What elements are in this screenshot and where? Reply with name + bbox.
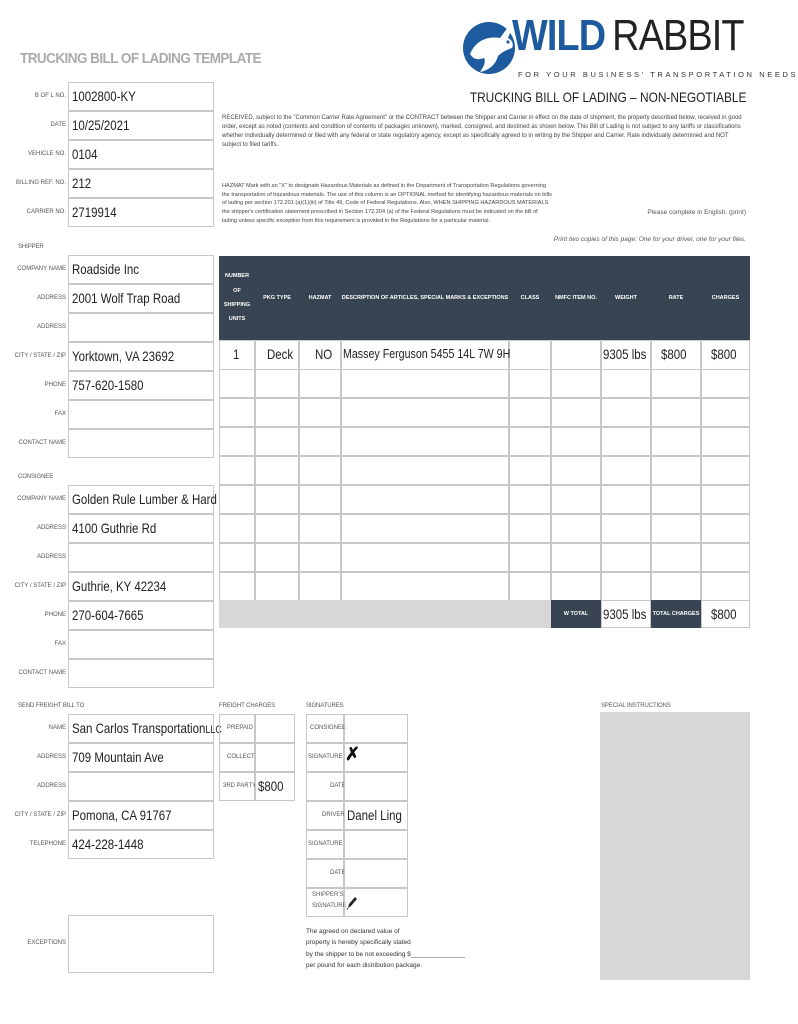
w-total-label: W TOTAL — [551, 600, 601, 628]
billto-phone-label: TELEPHONE — [29, 841, 66, 847]
row1-desc: Massey Ferguson 5455 14L 7W 9H — [343, 346, 511, 361]
table-cell-hazmat[interactable] — [299, 485, 341, 514]
table-cell-rate[interactable] — [651, 369, 701, 398]
consignee-phone-label: PHONE — [44, 612, 66, 618]
table-cell-class[interactable] — [509, 485, 551, 514]
sig-date2-label: DATE — [330, 870, 346, 876]
brand-name-light: RABBIT — [612, 11, 744, 60]
table-cell-class[interactable] — [509, 427, 551, 456]
table-cell-units[interactable] — [219, 485, 255, 514]
row1-hazmat: NO — [315, 346, 333, 362]
copies-note: Print two copies of this page: One for your driver, one for your files. — [553, 236, 746, 243]
billto-name-text: San Carlos Transportation — [72, 720, 206, 736]
table-cell-weight[interactable] — [601, 514, 651, 543]
header-weight-text: WEIGHT — [615, 294, 637, 301]
table-cell-charges[interactable] — [701, 543, 750, 572]
total-charges-label: TOTAL CHARGES — [651, 600, 701, 628]
table-cell-charges[interactable] — [701, 456, 750, 485]
table-cell-hazmat[interactable] — [299, 369, 341, 398]
header-units — [219, 256, 255, 340]
table-cell-pkg[interactable] — [255, 572, 299, 601]
billto-address-label: ADDRESS — [36, 754, 66, 760]
header-description-text: DESCRIPTION OF ARTICLES, SPECIAL MARKS & EXCEPTIONS — [341, 294, 509, 301]
billing-label: BILLING REF. NO. — [15, 180, 66, 186]
total-charges-value: $800 — [711, 606, 737, 622]
header-rate-text: RATE — [668, 294, 684, 301]
consignee-phone-value: 270-604-7665 — [72, 607, 144, 623]
table-cell-nmfc[interactable] — [551, 398, 601, 427]
header-hazmat — [299, 256, 341, 340]
table-cell-weight[interactable] — [601, 572, 651, 601]
table-cell-desc[interactable] — [341, 398, 509, 427]
table-cell-units[interactable] — [219, 543, 255, 572]
billto-address-value: 709 Mountain Ave — [72, 749, 164, 765]
table-cell-rate[interactable] — [651, 485, 701, 514]
billto-address2-label: ADDRESS — [36, 783, 66, 789]
table-cell-hazmat[interactable] — [299, 514, 341, 543]
brand-tagline: FOR YOUR BUSINESS' TRANSPORTATION NEEDS — [518, 70, 798, 79]
table-cell-weight[interactable] — [601, 543, 651, 572]
special-instructions-label: SPECIAL INSTRUCTIONS — [601, 703, 671, 709]
table-cell-desc[interactable] — [341, 456, 509, 485]
date-value: 10/25/2021 — [72, 117, 130, 133]
prepaid-field[interactable] — [255, 714, 295, 743]
header-charges-text: CHARGES — [711, 294, 740, 301]
header-pkg-type — [255, 256, 299, 340]
shipper-phone-label: PHONE — [44, 382, 66, 388]
shipper-contact-field[interactable] — [68, 429, 214, 458]
header-nmfc-text: NMFC ITEM NO. — [555, 294, 597, 301]
table-cell-units[interactable] — [219, 398, 255, 427]
table-cell-nmfc[interactable] — [551, 514, 601, 543]
shipper-address-label: ADDRESS — [36, 295, 66, 301]
consignee-address-value: 4100 Guthrie Rd — [72, 520, 157, 536]
shipper-company-label: COMPANY NAME — [17, 266, 66, 272]
table-cell-charges[interactable] — [701, 485, 750, 514]
bol-label: B OF L NO. — [34, 93, 66, 99]
table-cell-desc[interactable] — [341, 572, 509, 601]
signature-x-mark: ✗ — [345, 744, 361, 764]
declared-line-1: The agreed on declared value of — [306, 928, 400, 935]
table-cell-pkg[interactable] — [255, 369, 299, 398]
shipper-city-value: Yorktown, VA 23692 — [72, 348, 175, 364]
sig-driver-name: Danel Ling — [347, 807, 402, 823]
header-class — [509, 256, 551, 340]
billto-phone-value: 424-228-1448 — [72, 836, 144, 852]
sig-consignee-label: CONSIGNEE — [310, 725, 347, 731]
table-cell-class[interactable] — [509, 456, 551, 485]
brand-name — [512, 12, 744, 60]
table-cell-units[interactable] — [219, 456, 255, 485]
table-cell-desc[interactable] — [341, 514, 509, 543]
table-cell-class[interactable] — [509, 572, 551, 601]
consignee-address2-field[interactable] — [68, 543, 214, 572]
table-cell-nmfc[interactable] — [551, 427, 601, 456]
sig-date2-field[interactable] — [344, 859, 408, 888]
table-cell-pkg[interactable] — [255, 514, 299, 543]
consignee-contact-label: CONTACT NAME — [18, 670, 66, 676]
carrier-value: 2719914 — [72, 204, 117, 220]
header-rate — [651, 256, 701, 340]
row1-units: 1 — [233, 346, 240, 362]
table-cell-desc[interactable] — [341, 485, 509, 514]
table-cell-pkg[interactable] — [255, 398, 299, 427]
shipper-address2-field[interactable] — [68, 313, 214, 342]
collect-field[interactable] — [255, 743, 295, 772]
declared-line-3: by the shipper to be not exceeding $_______________ — [306, 950, 466, 958]
special-instructions-field[interactable] — [600, 712, 750, 980]
sig-signature-label: SIGNATURE — [308, 754, 343, 760]
table-cell-nmfc[interactable] — [551, 485, 601, 514]
consignee-company-value: Golden Rule Lumber & Hard — [72, 491, 217, 507]
table-cell-desc[interactable] — [341, 543, 509, 572]
header-units-text: NUMBER OF SHIPPING UNITS — [223, 273, 251, 323]
bol-value: 1002800-KY — [72, 88, 136, 104]
billto-address2-field[interactable] — [68, 772, 214, 801]
billto-city-label: CITY / STATE / ZIP — [14, 812, 66, 818]
sig-signature2-field[interactable] — [344, 830, 408, 859]
document-subtitle: TRUCKING BILL OF LADING – NON-NEGOTIABLE — [469, 89, 746, 105]
billto-name-suffix: LLC — [205, 724, 222, 736]
table-cell-nmfc[interactable] — [551, 543, 601, 572]
billto-section-label: SEND FREIGHT BILL TO — [18, 703, 85, 709]
table-cell-nmfc[interactable] — [551, 340, 601, 370]
shipper-city-label: CITY / STATE / ZIP — [14, 353, 66, 359]
billto-name-label: NAME — [48, 725, 66, 731]
table-cell-nmfc[interactable] — [551, 572, 601, 601]
table-cell-class[interactable] — [509, 369, 551, 398]
table-cell-rate[interactable] — [651, 543, 701, 572]
table-cell-rate[interactable] — [651, 398, 701, 427]
prepaid-label: PREPAID — [227, 725, 253, 731]
header-pkg-type-text: PKG TYPE — [263, 294, 291, 301]
table-cell-rate[interactable] — [651, 572, 701, 601]
table-cell-class[interactable] — [509, 340, 551, 370]
table-cell-pkg[interactable] — [255, 485, 299, 514]
sig-signature2-label: SIGNATURE — [308, 841, 343, 847]
row1-charges: $800 — [711, 346, 737, 362]
declared-value-note — [306, 926, 465, 972]
shipper-address2-label: ADDRESS — [36, 324, 66, 330]
table-cell-pkg[interactable] — [255, 456, 299, 485]
pencil-icon — [346, 896, 358, 910]
sig-shipper-label: SHIPPER'S SIGNATURE — [312, 892, 347, 909]
table-cell-charges[interactable] — [701, 427, 750, 456]
header-weight — [601, 256, 651, 340]
header-nmfc — [551, 256, 601, 340]
consignee-fax-field[interactable] — [68, 630, 214, 659]
declared-line-4: per pound for each distribution package. — [306, 962, 422, 970]
date-label: DATE — [50, 122, 66, 128]
table-cell-rate[interactable] — [651, 514, 701, 543]
vehicle-value: 0104 — [72, 146, 98, 162]
declared-line-2: property is hereby specifically stated — [306, 939, 411, 947]
row1-rate: $800 — [661, 346, 687, 362]
header-description — [341, 256, 509, 340]
exceptions-label: EXCEPTIONS — [27, 940, 66, 946]
table-cell-hazmat[interactable] — [299, 398, 341, 427]
collect-label: COLLECT — [227, 754, 255, 760]
table-cell-rate[interactable] — [651, 456, 701, 485]
header-charges — [701, 256, 750, 340]
shipment-table — [219, 256, 750, 628]
w-total-value: 9305 lbs — [603, 606, 647, 622]
table-cell-weight[interactable] — [601, 398, 651, 427]
row1-weight: 9305 lbs — [603, 346, 647, 362]
shipper-address-value: 2001 Wolf Trap Road — [72, 290, 181, 306]
header-hazmat-text: HAZMAT — [308, 294, 332, 301]
table-cell-units[interactable] — [219, 514, 255, 543]
document-title: TRUCKING BILL OF LADING TEMPLATE — [20, 50, 261, 67]
third-party-value: $800 — [258, 778, 284, 794]
third-party-label: 3RD PARTY — [223, 783, 257, 789]
consignee-section-label: CONSIGNEE — [18, 474, 54, 480]
table-cell-weight[interactable] — [601, 456, 651, 485]
consignee-contact-field[interactable] — [68, 659, 214, 688]
consignee-address2-label: ADDRESS — [36, 554, 66, 560]
table-cell-desc[interactable] — [341, 369, 509, 398]
received-terms: RECEIVED, subject to the "Common Carrier Rate Agreement" or the CONTRACT between the Shipper and Carrier in effect on the date of shipment, the property described below, received in good order, except as noted (contents and condition of contents of packages unknown), marked, consigned, and destined as shown below. This Bill of Lading is not subject to any tariffs or classifications whether individually determined or filed with any federal or state regulatory agency, except as specifically agreed to in writing by the Shipper and Carrier. Rate individually determined and NOT subject to filed tariffs. — [222, 115, 742, 148]
table-cell-pkg[interactable] — [255, 543, 299, 572]
table-cell-weight[interactable] — [601, 485, 651, 514]
consignee-company-label: COMPANY NAME — [17, 496, 66, 502]
sig-consignee-field[interactable] — [344, 714, 408, 743]
table-cell-hazmat[interactable] — [299, 543, 341, 572]
table-cell-weight[interactable] — [601, 427, 651, 456]
table-cell-rate[interactable] — [651, 427, 701, 456]
table-cell-weight[interactable] — [601, 369, 651, 398]
table-cell-nmfc[interactable] — [551, 369, 601, 398]
consignee-city-value: Guthrie, KY 42234 — [72, 578, 167, 594]
brand-name-bold: WILD — [512, 11, 606, 60]
table-cell-class[interactable] — [509, 398, 551, 427]
exceptions-field[interactable] — [68, 915, 214, 973]
table-cell-class[interactable] — [509, 543, 551, 572]
shipper-contact-label: CONTACT NAME — [18, 440, 66, 446]
table-cell-units[interactable] — [219, 427, 255, 456]
table-cell-nmfc[interactable] — [551, 456, 601, 485]
complete-note: Please complete in English. (print) — [647, 209, 746, 216]
table-cell-desc[interactable] — [341, 427, 509, 456]
consignee-fax-label: FAX — [54, 641, 66, 647]
table-cell-units[interactable] — [219, 572, 255, 601]
table-cell-class[interactable] — [509, 514, 551, 543]
shipper-fax-field[interactable] — [68, 400, 214, 429]
carrier-label: CARRIER NO. — [26, 209, 66, 215]
table-cell-units[interactable] — [219, 369, 255, 398]
consignee-city-label: CITY / STATE / ZIP — [14, 583, 66, 589]
shipper-company-value: Roadside Inc — [72, 261, 140, 277]
vehicle-label: VEHICLE NO. — [27, 151, 66, 157]
sig-date-field[interactable] — [344, 772, 408, 801]
table-cell-charges[interactable] — [701, 369, 750, 398]
sig-date-label: DATE — [330, 783, 346, 789]
row1-pkg: Deck — [267, 346, 294, 362]
shipper-fax-label: FAX — [54, 411, 66, 417]
table-cell-charges[interactable] — [701, 398, 750, 427]
shipper-phone-value: 757-620-1580 — [72, 377, 144, 393]
brand-logo — [462, 10, 798, 84]
table-cell-hazmat[interactable] — [299, 572, 341, 601]
consignee-address-label: ADDRESS — [36, 525, 66, 531]
shipper-section-label: SHIPPER — [18, 244, 44, 250]
header-class-text: CLASS — [520, 294, 540, 301]
table-cell-charges[interactable] — [701, 572, 750, 601]
billing-value: 212 — [72, 175, 92, 191]
table-cell-hazmat[interactable] — [299, 456, 341, 485]
signatures-section-label: SIGNATURES — [306, 703, 344, 709]
freight-section-label: FREIGHT CHARGES — [219, 703, 276, 709]
billto-city-value: Pomona, CA 91767 — [72, 807, 172, 823]
table-cell-hazmat[interactable] — [299, 427, 341, 456]
table-cell-pkg[interactable] — [255, 427, 299, 456]
table-cell-charges[interactable] — [701, 514, 750, 543]
billto-name-value — [72, 720, 222, 736]
hazmat-note: HAZMAT Mark with an "X" to designate Hazardous Materials as defined in the Department of Transportation Regulations governing the transportation of hazardous materials. The use of this column is an OPTIONAL method for identifying hazardous materials on bills of lading per section 172.201 (a)(1)(iii) of Title 49, Code of Federal Regulations. Also, WHEN SHIPPING HAZARDOUS MATERIALS the shipper's certification statement prescribed in Section 172.204 (a) of the Federal Regulations must be indicated on the bill of lading unless specific exception from this requirement is provided in the Regulations for a particular material. — [222, 183, 552, 224]
sig-driver-label: DRIVER — [322, 812, 345, 818]
